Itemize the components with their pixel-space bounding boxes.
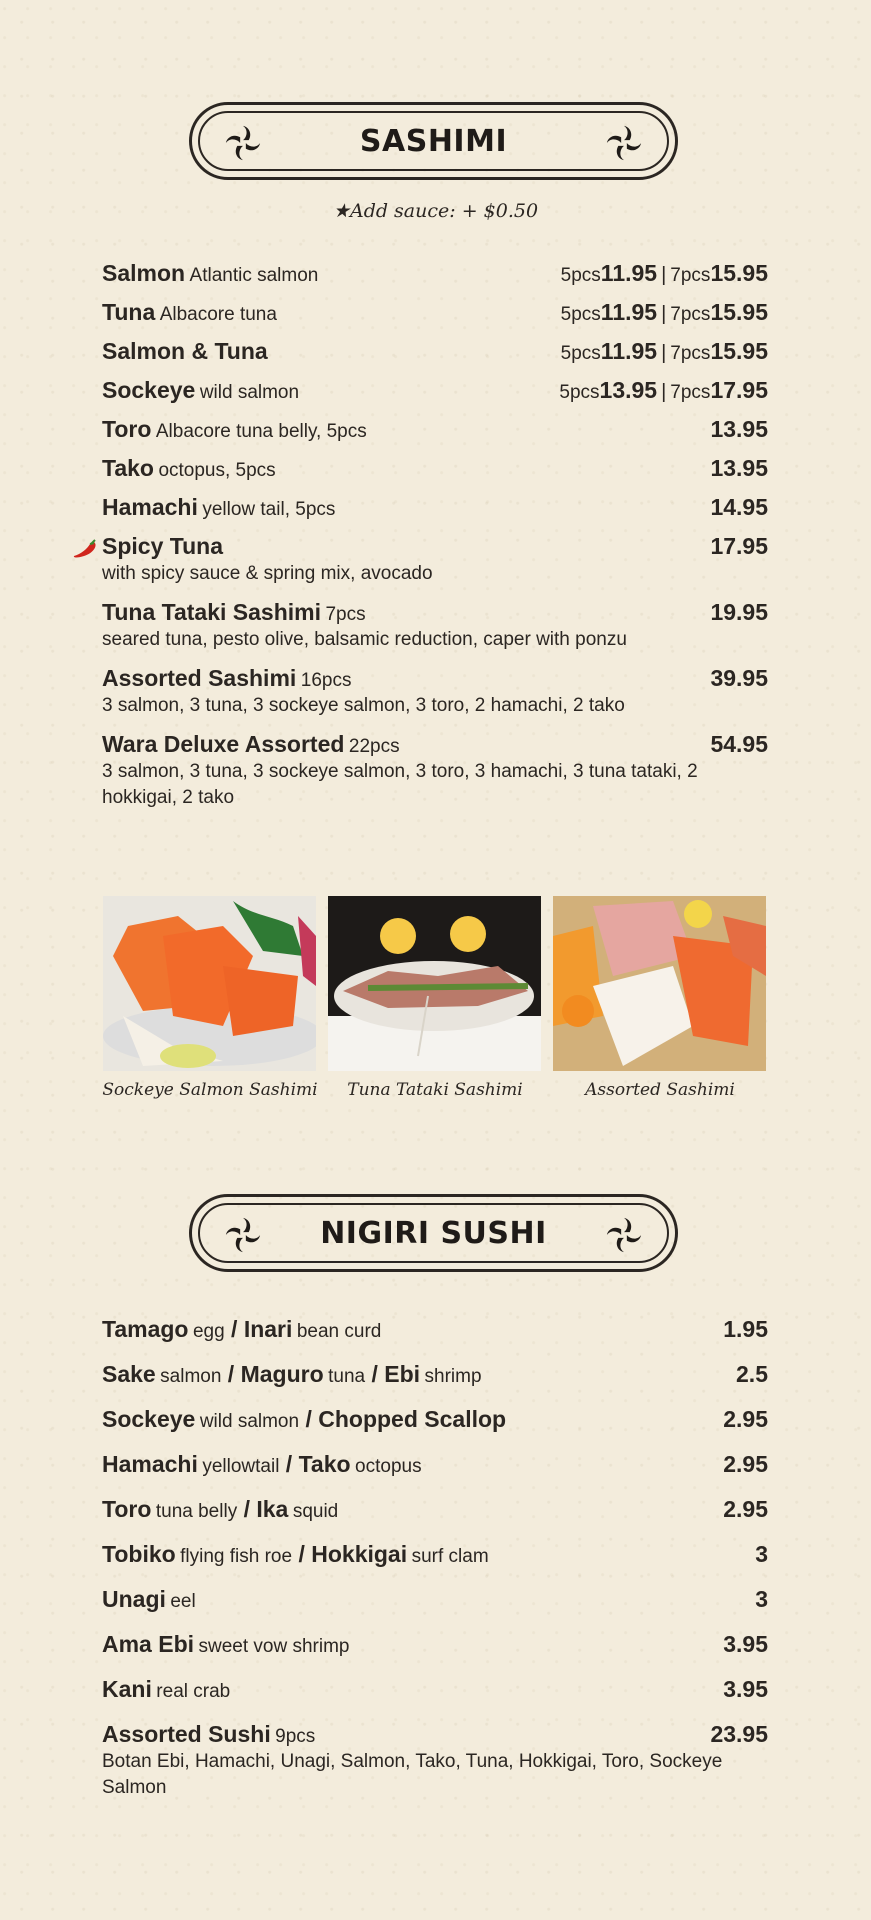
item-name: Tamago: [102, 1316, 189, 1342]
slash-separator: /: [237, 1496, 257, 1522]
portion-label: 7pcs: [670, 265, 711, 286]
item-row: [102, 731, 768, 758]
slash-separator: /: [292, 1541, 312, 1567]
item-row: [102, 533, 768, 560]
item-name: Toro: [102, 1496, 152, 1522]
item-row: [102, 1361, 768, 1388]
item-description: sweet vow shrimp: [198, 1636, 350, 1657]
item-price: [561, 260, 768, 287]
nigiri-list: [102, 1316, 768, 1819]
item-row: [102, 299, 768, 326]
item-label: [102, 1586, 196, 1613]
item-price: [559, 377, 768, 404]
item-price: 2.95: [723, 1451, 768, 1477]
item-label: [102, 494, 335, 521]
section-title: SASHIMI: [359, 123, 508, 159]
menu-item: [102, 455, 768, 482]
portion-price: 15.95: [710, 338, 768, 364]
item-name: Salmon: [102, 260, 186, 286]
item-row: [102, 455, 768, 482]
item-label: [102, 1496, 338, 1523]
menu-item: [102, 731, 768, 811]
portion-price: 17.95: [710, 377, 768, 403]
item-details: with spicy sauce & spring mix, avocado: [102, 563, 433, 584]
sockeye-salmon-photo: [103, 896, 316, 1071]
add-sauce-note: ★Add sauce: + $0.50: [332, 200, 539, 222]
item-label: [102, 416, 367, 443]
slash-separator: /: [221, 1361, 241, 1387]
item-name: Tuna: [102, 299, 156, 325]
menu-item: [102, 494, 768, 521]
item-row: [102, 1316, 768, 1343]
menu-item: [102, 599, 768, 653]
item-details: 3 salmon, 3 tuna, 3 sockeye salmon, 3 toro, 2 hamachi, 2 tako: [102, 695, 625, 716]
item-row: [102, 1721, 768, 1748]
item-label: [102, 1316, 381, 1343]
item-price: 2.95: [723, 1496, 768, 1522]
item-price: 19.95: [710, 599, 768, 625]
item-row: [102, 494, 768, 521]
portion-label: 7pcs: [670, 304, 711, 325]
item-price: 2.5: [736, 1361, 768, 1387]
item-name: Hamachi: [102, 494, 198, 520]
menu-item: [102, 1676, 768, 1703]
pinwheel-icon: [605, 124, 643, 162]
item-description: Albacore tuna: [159, 304, 277, 325]
item-row: [102, 599, 768, 626]
item-label: [102, 1721, 315, 1748]
item-price: [561, 299, 768, 326]
item-label: [102, 455, 276, 482]
item-name: Assorted Sushi: [102, 1721, 271, 1747]
item-name: Ika: [256, 1496, 289, 1522]
menu-item: [102, 1406, 768, 1433]
photo-caption: Sockeye Salmon Sashimi: [102, 1080, 318, 1100]
item-price: 14.95: [710, 494, 768, 520]
item-row: [102, 1496, 768, 1523]
item-label: [102, 1406, 506, 1433]
item-details: 3 salmon, 3 tuna, 3 sockeye salmon, 3 toro, 3 hamachi, 3 tuna tataki, 2 hokkigai, 2 tako: [102, 761, 698, 808]
tuna-tataki-photo: [328, 896, 541, 1071]
item-description: octopus, 5pcs: [158, 460, 276, 481]
item-name: Unagi: [102, 1586, 166, 1612]
item-row: [102, 338, 768, 365]
item-name: Tako: [298, 1451, 351, 1477]
portion-label: 5pcs: [560, 343, 601, 364]
menu-item: [102, 1586, 768, 1613]
item-name: Kani: [102, 1676, 152, 1702]
item-description: egg: [192, 1321, 225, 1342]
item-row: [102, 1406, 768, 1433]
price-separator: |: [661, 381, 667, 403]
item-price: 3: [755, 1541, 768, 1567]
item-name: Inari: [243, 1316, 293, 1342]
item-name: Tako: [102, 455, 154, 481]
menu-item: [102, 665, 768, 719]
item-price: 13.95: [710, 416, 768, 442]
menu-item: [102, 1631, 768, 1658]
item-row: [102, 1586, 768, 1613]
item-label: [102, 1451, 422, 1478]
item-description: tuna belly: [155, 1501, 238, 1522]
item-description: squid: [292, 1501, 339, 1522]
item-price: 1.95: [723, 1316, 768, 1342]
item-price: 13.95: [710, 455, 768, 481]
slash-separator: /: [365, 1361, 385, 1387]
portion-label: 7pcs: [670, 343, 711, 364]
item-name: Tobiko: [102, 1541, 176, 1567]
item-price: 3: [755, 1586, 768, 1612]
item-label: [102, 1361, 482, 1388]
portion-label: 5pcs: [560, 304, 601, 325]
menu-item: [102, 299, 768, 326]
item-details: seared tuna, pesto olive, balsamic reduction, caper with ponzu: [102, 629, 627, 650]
item-name: Ebi: [384, 1361, 421, 1387]
item-name: Tuna Tataki Sashimi: [102, 599, 321, 625]
chili-pepper-icon: [72, 539, 98, 559]
item-description: 22pcs: [348, 736, 400, 757]
photo-caption: Assorted Sashimi: [585, 1080, 735, 1100]
item-description: eel: [170, 1591, 196, 1612]
item-description: 16pcs: [300, 670, 352, 691]
item-row: [102, 1676, 768, 1703]
item-name: Chopped Scallop: [318, 1406, 507, 1432]
item-label: [102, 299, 277, 326]
item-name: Sake: [102, 1361, 156, 1387]
menu-item: [102, 1451, 768, 1478]
item-name: Toro: [102, 416, 152, 442]
item-name: Maguro: [240, 1361, 324, 1387]
item-price: 23.95: [710, 1721, 768, 1747]
item-description: tuna: [328, 1366, 366, 1387]
item-row: [102, 377, 768, 404]
item-label: [102, 665, 351, 692]
item-row: [102, 260, 768, 287]
section-title: NIGIRI SUSHI: [320, 1215, 547, 1251]
item-details: Botan Ebi, Hamachi, Unagi, Salmon, Tako, Tuna, Hokkigai, Toro, Sockeye Salmon: [102, 1751, 723, 1798]
portion-label: 5pcs: [560, 265, 601, 286]
price-separator: |: [661, 342, 667, 364]
item-price: 17.95: [710, 533, 768, 559]
menu-item: [102, 533, 768, 587]
item-row: [102, 1541, 768, 1568]
item-description: wild salmon: [199, 1411, 300, 1432]
item-label: [102, 1631, 349, 1658]
item-row: [102, 1451, 768, 1478]
menu-item: [102, 377, 768, 404]
item-name: Assorted Sashimi: [102, 665, 297, 691]
item-description: flying fish roe: [180, 1546, 293, 1567]
item-price: 39.95: [710, 665, 768, 691]
item-price: 3.95: [723, 1676, 768, 1702]
sashimi-banner: [189, 102, 678, 180]
item-description: surf clam: [411, 1546, 489, 1567]
item-name: Spicy Tuna: [102, 533, 223, 559]
item-description: real crab: [156, 1681, 231, 1702]
item-description: shrimp: [424, 1366, 482, 1387]
price-separator: |: [661, 264, 667, 286]
portion-price: 15.95: [710, 299, 768, 325]
menu-item: [102, 1541, 768, 1568]
item-price: [561, 338, 768, 365]
item-label: [102, 377, 299, 404]
item-row: [102, 1631, 768, 1658]
portion-price: 15.95: [710, 260, 768, 286]
portion-label: 5pcs: [559, 382, 600, 403]
menu-item: [102, 1361, 768, 1388]
menu-item: [102, 1316, 768, 1343]
item-price: 2.95: [723, 1406, 768, 1432]
item-label: [102, 260, 318, 287]
item-label: [102, 1676, 230, 1703]
item-name: Sockeye: [102, 377, 196, 403]
portion-price: 11.95: [600, 260, 658, 286]
slash-separator: /: [299, 1406, 319, 1432]
item-description: yellow tail, 5pcs: [202, 499, 336, 520]
item-description: yellowtail: [202, 1456, 280, 1477]
item-name: Ama Ebi: [102, 1631, 195, 1657]
menu-item: [102, 416, 768, 443]
item-description: 7pcs: [325, 604, 366, 625]
item-description: salmon: [160, 1366, 222, 1387]
item-description: bean curd: [296, 1321, 382, 1342]
portion-label: 7pcs: [670, 382, 711, 403]
item-description: Atlantic salmon: [189, 265, 319, 286]
item-name: Wara Deluxe Assorted: [102, 731, 345, 757]
item-name: Hokkigai: [311, 1541, 408, 1567]
sashimi-list: [102, 260, 768, 823]
item-price: 54.95: [710, 731, 768, 757]
item-label: [102, 338, 268, 365]
item-name: Salmon & Tuna: [102, 338, 268, 364]
item-description: octopus: [355, 1456, 422, 1477]
item-row: [102, 665, 768, 692]
menu-item: [102, 260, 768, 287]
item-label: [102, 599, 366, 626]
item-description: 9pcs: [275, 1726, 316, 1747]
portion-price: 11.95: [600, 299, 658, 325]
item-name: Sockeye: [102, 1406, 196, 1432]
portion-price: 11.95: [600, 338, 658, 364]
item-description: Albacore tuna belly, 5pcs: [155, 421, 367, 442]
photo-caption: Tuna Tataki Sashimi: [347, 1080, 523, 1100]
assorted-sashimi-photo: [553, 896, 766, 1071]
nigiri-banner: [189, 1194, 678, 1272]
price-separator: |: [661, 303, 667, 325]
menu-item: [102, 1721, 768, 1801]
menu-item: [102, 1496, 768, 1523]
item-price: 3.95: [723, 1631, 768, 1657]
item-row: [102, 416, 768, 443]
item-name: Hamachi: [102, 1451, 198, 1477]
menu-item: [102, 338, 768, 365]
portion-price: 13.95: [599, 377, 658, 403]
item-label: [102, 533, 223, 560]
slash-separator: /: [279, 1451, 299, 1477]
slash-separator: /: [224, 1316, 244, 1342]
item-label: [102, 731, 400, 758]
pinwheel-icon: [605, 1216, 643, 1254]
item-description: wild salmon: [199, 382, 300, 403]
item-label: [102, 1541, 489, 1568]
